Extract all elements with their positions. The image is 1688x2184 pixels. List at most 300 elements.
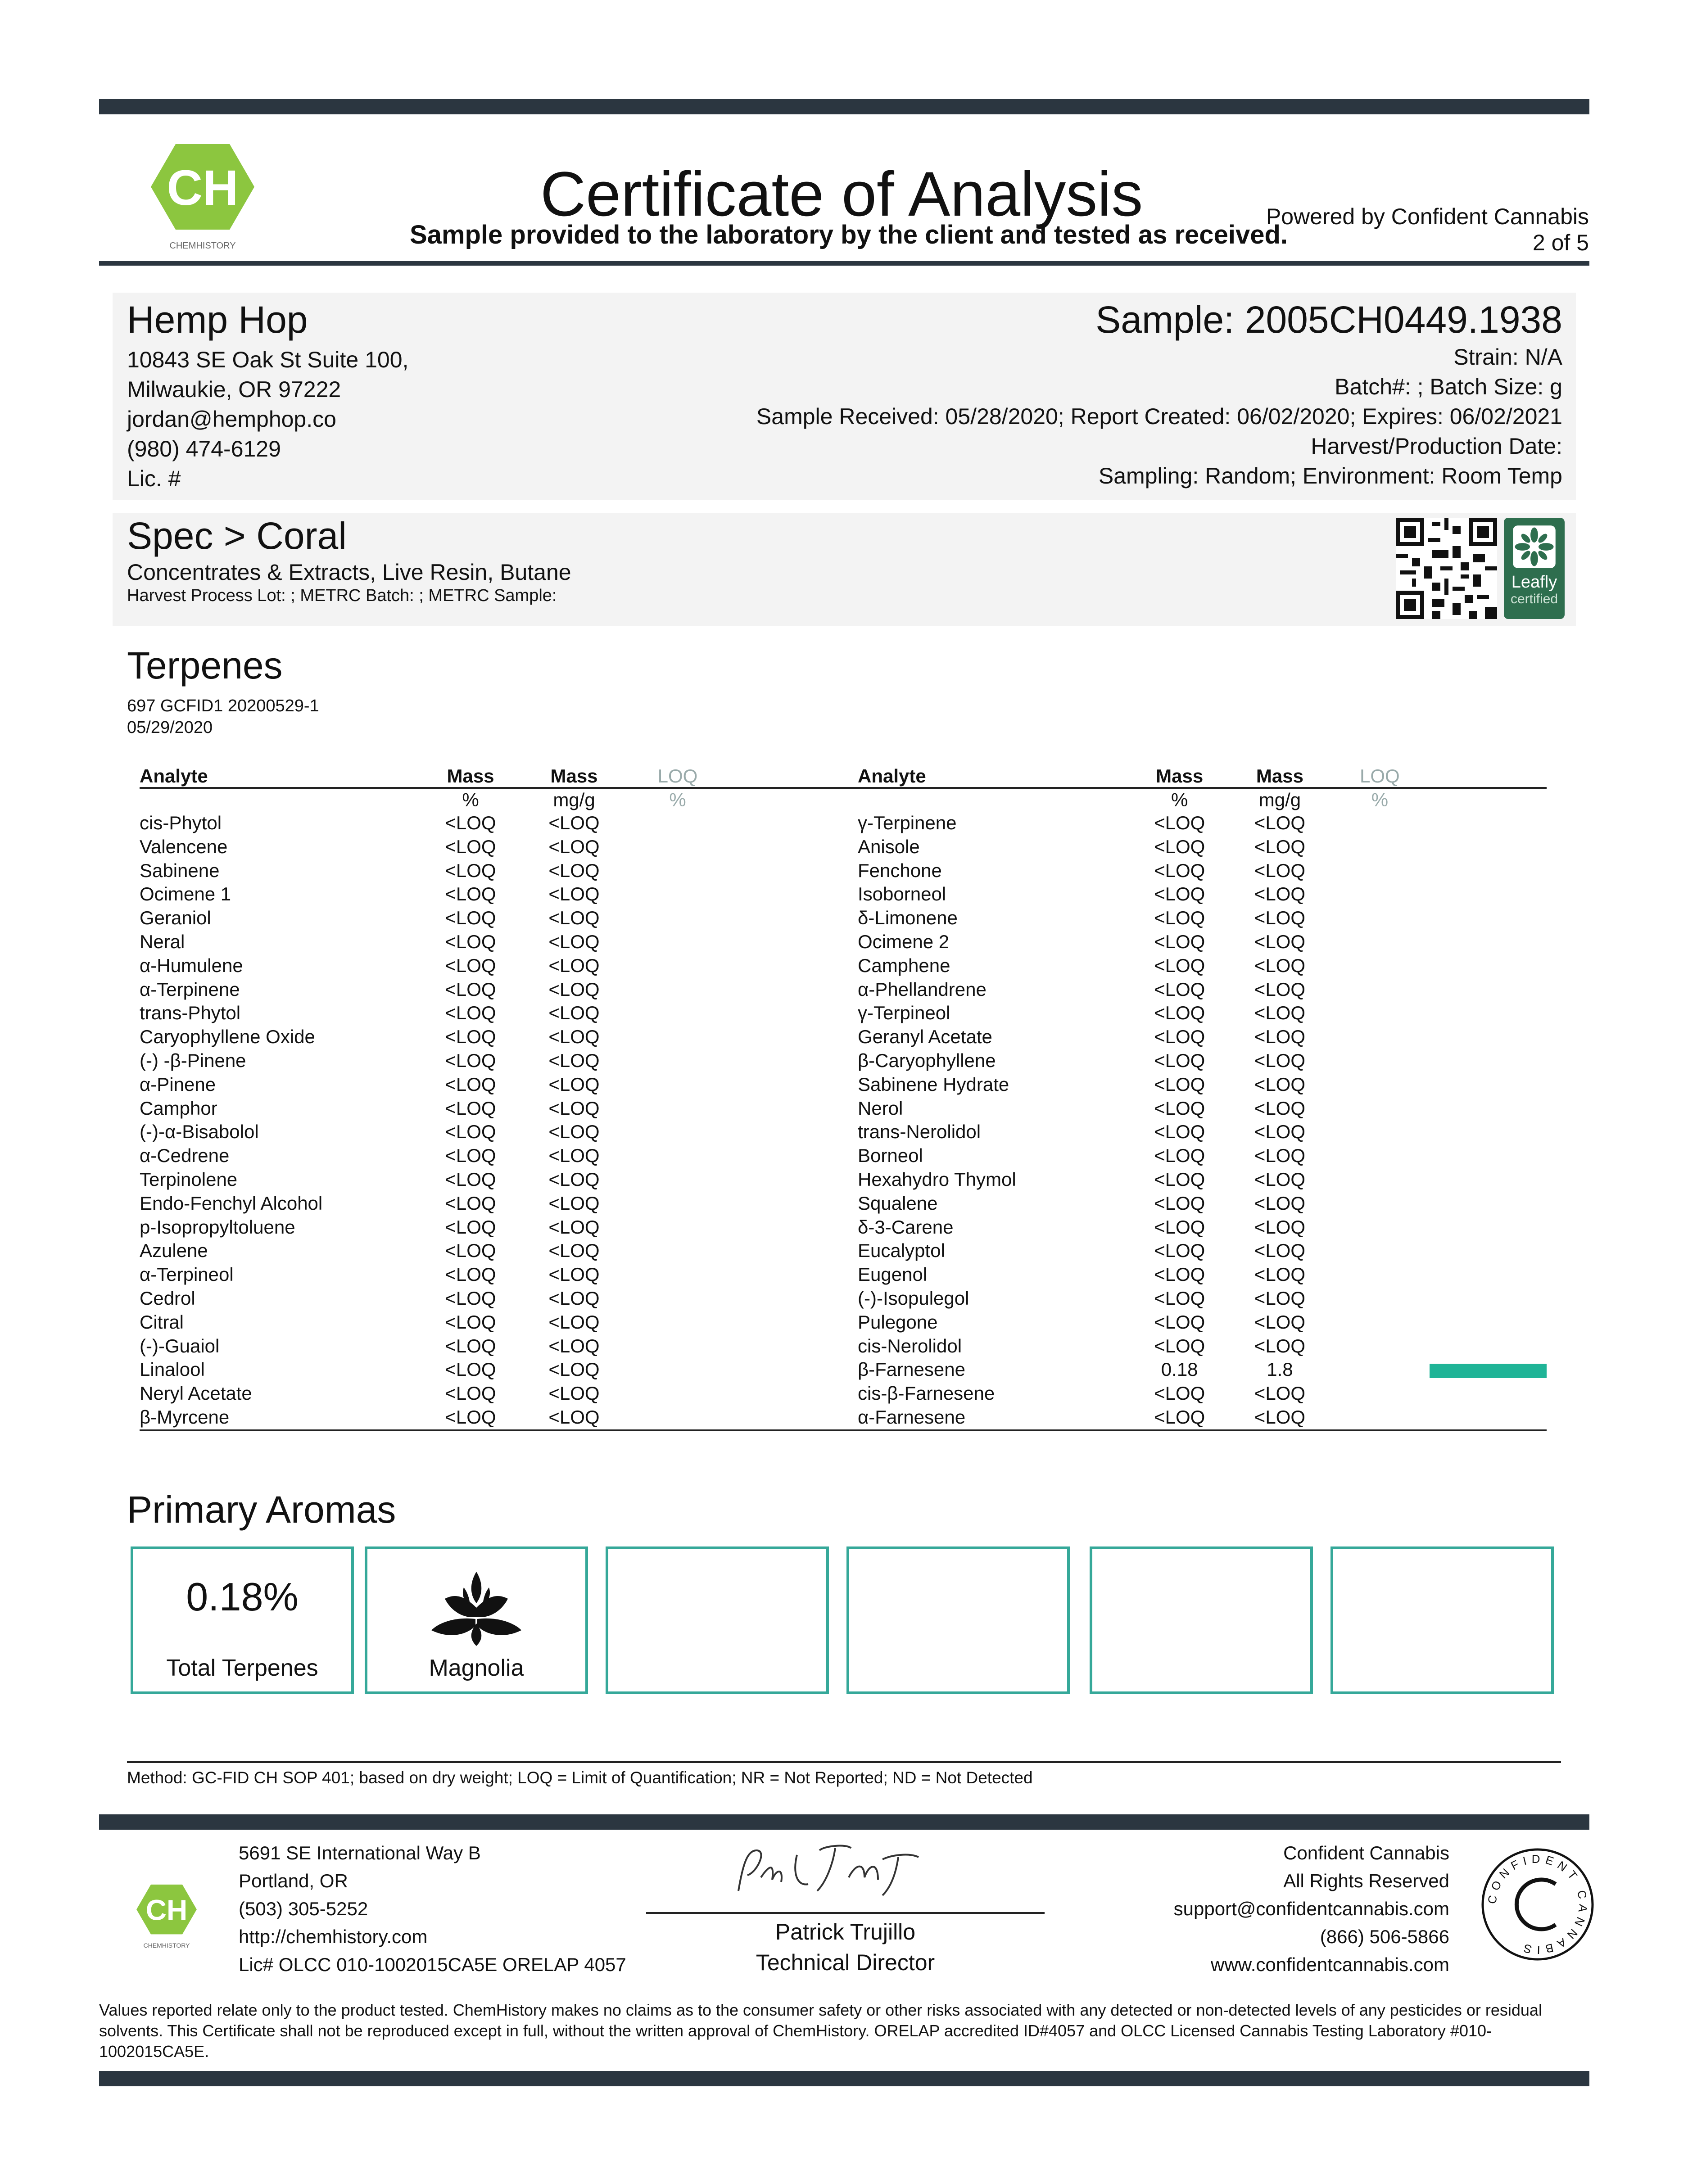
mass-pct-cell: <LOQ bbox=[1154, 1121, 1205, 1143]
table-row bbox=[140, 1049, 864, 1073]
mass-mgg-cell: <LOQ bbox=[548, 1335, 600, 1357]
mass-mgg-cell: <LOQ bbox=[1254, 1192, 1306, 1214]
result-bar-cell bbox=[1430, 1025, 1547, 1049]
col-mass-mgg: Mass bbox=[522, 765, 626, 788]
result-bar-cell bbox=[729, 1216, 864, 1239]
table-row bbox=[140, 859, 864, 883]
mass-pct-cell: <LOQ bbox=[1154, 1145, 1205, 1167]
client-address-1: 10843 SE Oak St Suite 100, bbox=[127, 347, 409, 372]
unit-mgg: mg/g bbox=[1258, 789, 1301, 810]
table-row bbox=[140, 1263, 864, 1287]
analyte-cell: Neral bbox=[140, 931, 185, 952]
result-bar-cell bbox=[1430, 1406, 1547, 1430]
table-row bbox=[858, 835, 1547, 859]
loq-cell bbox=[626, 1168, 729, 1192]
loq-cell bbox=[1330, 1168, 1430, 1192]
loq-cell bbox=[626, 1120, 729, 1144]
table-row bbox=[140, 1406, 864, 1430]
mass-mgg-cell: <LOQ bbox=[1254, 812, 1306, 833]
table-row bbox=[858, 1120, 1547, 1144]
result-bar-cell bbox=[1430, 1001, 1547, 1025]
confident-cannabis-seal bbox=[1479, 1846, 1596, 1963]
result-bar-cell bbox=[1430, 835, 1547, 859]
loq-cell bbox=[1330, 1025, 1430, 1049]
analyte-cell: cis-Phytol bbox=[140, 812, 222, 833]
client-email[interactable]: jordan@hemphop.co bbox=[127, 407, 336, 432]
mass-pct-cell: <LOQ bbox=[1154, 1383, 1205, 1404]
total-terpenes-label: Total Terpenes bbox=[166, 1655, 318, 1681]
bottom-bar bbox=[99, 2071, 1589, 2086]
signer-name: Patrick Trujillo bbox=[775, 1919, 916, 1944]
terpenes-title: Terpenes bbox=[127, 644, 283, 687]
mass-pct-cell: <LOQ bbox=[1154, 883, 1205, 905]
loq-cell bbox=[626, 1192, 729, 1216]
result-bar-cell bbox=[1430, 1263, 1547, 1287]
mass-mgg-cell: <LOQ bbox=[1254, 1335, 1306, 1357]
sample-strain: Strain: N/A bbox=[1453, 344, 1562, 370]
unit-loq: % bbox=[669, 789, 686, 810]
mass-pct-cell: <LOQ bbox=[1154, 859, 1205, 881]
mass-pct-cell: <LOQ bbox=[1154, 907, 1205, 929]
analyte-cell: Camphor bbox=[140, 1097, 217, 1119]
mass-mgg-cell: <LOQ bbox=[548, 931, 600, 952]
mass-pct-cell: <LOQ bbox=[445, 1264, 496, 1285]
analyte-cell: (-) -β-Pinene bbox=[140, 1049, 246, 1071]
loq-cell bbox=[1330, 882, 1430, 906]
result-bar-cell bbox=[729, 978, 864, 1002]
result-bar-cell bbox=[729, 906, 864, 930]
loq-cell bbox=[1330, 1073, 1430, 1097]
table-row bbox=[858, 1263, 1547, 1287]
result-bar-cell bbox=[729, 1144, 864, 1168]
analyte-cell: Sabinene Hydrate bbox=[858, 1073, 1009, 1095]
table-row bbox=[858, 1239, 1547, 1263]
seal-text: CONFIDENT CANNABIS bbox=[1485, 1852, 1590, 1957]
mass-pct-cell: <LOQ bbox=[445, 1002, 496, 1024]
cc-website[interactable]: www.confidentcannabis.com bbox=[1211, 1954, 1449, 1975]
analyte-cell: cis-β-Farnesene bbox=[858, 1383, 995, 1404]
qr-code[interactable] bbox=[1396, 518, 1497, 619]
mass-pct-cell: <LOQ bbox=[445, 1287, 496, 1309]
loq-cell bbox=[626, 930, 729, 954]
result-bar-cell bbox=[1430, 906, 1547, 930]
loq-cell bbox=[1330, 1311, 1430, 1334]
result-bar-cell bbox=[729, 930, 864, 954]
analyte-cell: Hexahydro Thymol bbox=[858, 1168, 1016, 1190]
mass-mgg-cell: <LOQ bbox=[548, 812, 600, 833]
result-bar-cell bbox=[729, 1358, 864, 1382]
table-row bbox=[140, 1287, 864, 1311]
analyte-cell: Valencene bbox=[140, 836, 228, 857]
table-row bbox=[858, 1287, 1547, 1311]
result-bar-cell bbox=[1430, 1311, 1547, 1334]
mass-pct-cell: <LOQ bbox=[445, 1335, 496, 1357]
sample-harvest: Harvest/Production Date: bbox=[1311, 434, 1562, 459]
analyte-cell: β-Myrcene bbox=[140, 1406, 230, 1428]
mass-pct-cell: 0.18 bbox=[1161, 1359, 1198, 1380]
result-bar-cell bbox=[729, 835, 864, 859]
mass-mgg-cell: <LOQ bbox=[1254, 1049, 1306, 1071]
mass-pct-cell: <LOQ bbox=[1154, 1073, 1205, 1095]
col-mass-mgg: Mass bbox=[1230, 765, 1330, 788]
lab-address-2: Portland, OR bbox=[239, 1870, 348, 1891]
table-row bbox=[858, 978, 1547, 1002]
result-bar-cell bbox=[1430, 1382, 1547, 1406]
leafly-certified-badge bbox=[1504, 518, 1565, 619]
mass-mgg-cell: <LOQ bbox=[1254, 859, 1306, 881]
product-panel bbox=[113, 513, 1576, 626]
mass-mgg-cell: <LOQ bbox=[1254, 1073, 1306, 1095]
analyte-cell: Borneol bbox=[858, 1145, 923, 1167]
analyte-cell: α-Terpineol bbox=[140, 1264, 234, 1285]
client-sample-panel bbox=[113, 293, 1576, 500]
loq-cell bbox=[1330, 906, 1430, 930]
unit-pct: % bbox=[462, 789, 479, 810]
analyte-cell: β-Caryophyllene bbox=[858, 1049, 996, 1071]
aroma-magnolia-box bbox=[365, 1546, 588, 1694]
mass-mgg-cell: <LOQ bbox=[548, 1026, 600, 1048]
sample-details bbox=[756, 342, 1562, 491]
mass-pct-cell: <LOQ bbox=[445, 1192, 496, 1214]
analyte-cell: γ-Terpinene bbox=[858, 812, 957, 833]
sample-dates: Sample Received: 05/28/2020; Report Created: 06/02/2020; Expires: 06/02/2021 bbox=[756, 404, 1562, 429]
table-row bbox=[858, 1144, 1547, 1168]
mass-mgg-cell: <LOQ bbox=[548, 1145, 600, 1167]
page-subtitle: Sample provided to the laboratory by the client and tested as received. bbox=[410, 220, 1288, 249]
table-row bbox=[858, 1358, 1547, 1382]
table-row bbox=[858, 1382, 1547, 1406]
mass-mgg-cell: <LOQ bbox=[548, 1359, 600, 1380]
product-lots: Harvest Process Lot: ; METRC Batch: ; METRC Sample: bbox=[127, 586, 557, 605]
loq-cell bbox=[626, 1049, 729, 1073]
result-bar-cell bbox=[729, 1239, 864, 1263]
lab-website[interactable]: http://chemhistory.com bbox=[239, 1926, 428, 1947]
analyte-cell: Eucalyptol bbox=[858, 1240, 945, 1262]
loq-cell bbox=[1330, 1263, 1430, 1287]
mass-pct-cell: <LOQ bbox=[1154, 836, 1205, 857]
result-bar-cell bbox=[729, 1406, 864, 1430]
result-bar-cell bbox=[729, 954, 864, 978]
loq-cell bbox=[626, 906, 729, 930]
client-license: Lic. # bbox=[127, 466, 181, 491]
analyte-cell: δ-3-Carene bbox=[858, 1216, 954, 1238]
loq-cell bbox=[626, 1025, 729, 1049]
analyte-cell: Linalool bbox=[140, 1359, 205, 1380]
unit-loq: % bbox=[1371, 789, 1389, 810]
result-bar-cell bbox=[729, 811, 864, 835]
logo-sub-text: CHEMHISTORY bbox=[169, 241, 236, 251]
result-bar-cell bbox=[729, 1334, 864, 1358]
mass-mgg-cell: <LOQ bbox=[1254, 1240, 1306, 1262]
result-bar-cell bbox=[1430, 1192, 1547, 1216]
terpenes-date: 05/29/2020 bbox=[127, 718, 213, 737]
loq-cell bbox=[1330, 1144, 1430, 1168]
table-row bbox=[858, 1097, 1547, 1121]
mass-mgg-cell: <LOQ bbox=[1254, 907, 1306, 929]
analyte-cell: Sabinene bbox=[140, 859, 220, 881]
table-row bbox=[858, 906, 1547, 930]
chemhistory-logo bbox=[149, 140, 257, 251]
table-row bbox=[858, 1406, 1547, 1430]
loq-cell bbox=[626, 954, 729, 978]
mass-pct-cell: <LOQ bbox=[1154, 1097, 1205, 1119]
loq-cell bbox=[1330, 930, 1430, 954]
loq-cell bbox=[626, 1358, 729, 1382]
result-bar bbox=[1430, 1364, 1547, 1378]
analyte-cell: p-Isopropyltoluene bbox=[140, 1216, 295, 1238]
result-bar-cell bbox=[1430, 1120, 1547, 1144]
loq-cell bbox=[1330, 1358, 1430, 1382]
result-bar-cell bbox=[729, 1287, 864, 1311]
analyte-cell: α-Terpinene bbox=[140, 978, 240, 1000]
terpenes-table-left bbox=[140, 765, 864, 1440]
table-row bbox=[858, 859, 1547, 883]
analyte-cell: trans-Phytol bbox=[140, 1002, 241, 1024]
loq-cell bbox=[1330, 1097, 1430, 1121]
result-bar-cell bbox=[729, 1073, 864, 1097]
result-bar-cell bbox=[729, 1263, 864, 1287]
analyte-cell: α-Farnesene bbox=[858, 1406, 966, 1428]
table-row bbox=[140, 1001, 864, 1025]
table-row bbox=[140, 1239, 864, 1263]
col-mass-pct: Mass bbox=[419, 765, 522, 788]
cc-rights: All Rights Reserved bbox=[1283, 1870, 1449, 1891]
analyte-cell: (-)-Isopulegol bbox=[858, 1287, 969, 1309]
mass-pct-cell: <LOQ bbox=[445, 1073, 496, 1095]
mass-mgg-cell: <LOQ bbox=[1254, 1406, 1306, 1428]
mass-pct-cell: <LOQ bbox=[1154, 978, 1205, 1000]
terpenes-instrument: 697 GCFID1 20200529-1 bbox=[127, 696, 319, 715]
analyte-cell: α-Cedrene bbox=[140, 1145, 230, 1167]
table-row bbox=[140, 1097, 864, 1121]
mass-mgg-cell: <LOQ bbox=[1254, 1264, 1306, 1285]
mass-mgg-cell: <LOQ bbox=[1254, 1168, 1306, 1190]
mass-pct-cell: <LOQ bbox=[1154, 812, 1205, 833]
mass-pct-cell: <LOQ bbox=[445, 1240, 496, 1262]
result-bar-cell bbox=[1430, 1216, 1547, 1239]
analyte-cell: Geranyl Acetate bbox=[858, 1026, 992, 1048]
logo-ch-text: CH bbox=[145, 1894, 188, 1926]
mass-pct-cell: <LOQ bbox=[445, 1097, 496, 1119]
mass-mgg-cell: <LOQ bbox=[1254, 1311, 1306, 1333]
loq-cell bbox=[1330, 978, 1430, 1002]
header-divider bbox=[99, 261, 1589, 266]
leafly-certified-text: certified bbox=[1510, 592, 1558, 606]
result-bar-cell bbox=[729, 882, 864, 906]
loq-cell bbox=[1330, 1216, 1430, 1239]
page-title: Certificate of Analysis bbox=[540, 158, 1143, 229]
method-divider bbox=[127, 1761, 1561, 1763]
loq-cell bbox=[1330, 1287, 1430, 1311]
analyte-cell: Endo-Fenchyl Alcohol bbox=[140, 1192, 323, 1214]
total-terpenes-box bbox=[131, 1546, 354, 1694]
sample-id: Sample: 2005CH0449.1938 bbox=[1095, 298, 1562, 341]
result-bar-cell bbox=[1430, 1049, 1547, 1073]
analyte-cell: δ-Limonene bbox=[858, 907, 958, 929]
powered-by: Powered by Confident Cannabis bbox=[1266, 204, 1589, 229]
mass-pct-cell: <LOQ bbox=[445, 1359, 496, 1380]
client-address-2: Milwaukie, OR 97222 bbox=[127, 377, 341, 402]
table-row bbox=[858, 1192, 1547, 1216]
mass-pct-cell: <LOQ bbox=[445, 1145, 496, 1167]
analyte-cell: α-Humulene bbox=[140, 954, 243, 976]
table-row bbox=[140, 954, 864, 978]
mass-mgg-cell: <LOQ bbox=[1254, 1097, 1306, 1119]
aroma-empty-box bbox=[1090, 1546, 1313, 1694]
loq-cell bbox=[626, 1239, 729, 1263]
product-category: Concentrates & Extracts, Live Resin, Butane bbox=[127, 560, 571, 585]
mass-mgg-cell: <LOQ bbox=[1254, 883, 1306, 905]
page-number: 2 of 5 bbox=[1532, 230, 1589, 255]
aroma-empty-box bbox=[1330, 1546, 1554, 1694]
mass-pct-cell: <LOQ bbox=[1154, 931, 1205, 952]
cc-phone: (866) 506-5866 bbox=[1320, 1926, 1449, 1947]
table-row bbox=[858, 1049, 1547, 1073]
loq-cell bbox=[1330, 1049, 1430, 1073]
mass-mgg-cell: <LOQ bbox=[1254, 978, 1306, 1000]
lab-address-1: 5691 SE International Way B bbox=[239, 1842, 481, 1863]
cc-email[interactable]: support@confidentcannabis.com bbox=[1173, 1898, 1449, 1919]
mass-pct-cell: <LOQ bbox=[445, 836, 496, 857]
result-bar-cell bbox=[729, 1097, 864, 1121]
table-row bbox=[858, 1334, 1547, 1358]
mass-mgg-cell: <LOQ bbox=[1254, 1287, 1306, 1309]
lab-contact bbox=[239, 1839, 626, 1979]
loq-cell bbox=[1330, 1001, 1430, 1025]
mass-pct-cell: <LOQ bbox=[1154, 1406, 1205, 1428]
unit-mgg: mg/g bbox=[553, 789, 595, 810]
table-row bbox=[140, 1334, 864, 1358]
mass-mgg-cell: <LOQ bbox=[548, 1287, 600, 1309]
mass-pct-cell: <LOQ bbox=[1154, 1311, 1205, 1333]
table-row bbox=[140, 1358, 864, 1382]
unit-pct: % bbox=[1171, 789, 1188, 810]
client-phone: (980) 474-6129 bbox=[127, 436, 281, 461]
mass-pct-cell: <LOQ bbox=[445, 1311, 496, 1333]
result-bar-cell bbox=[1430, 1287, 1547, 1311]
analyte-cell: trans-Nerolidol bbox=[858, 1121, 981, 1143]
analyte-cell: Nerol bbox=[858, 1097, 903, 1119]
table-row bbox=[140, 1120, 864, 1144]
mass-mgg-cell: <LOQ bbox=[1254, 1002, 1306, 1024]
loq-cell bbox=[626, 1287, 729, 1311]
cc-name: Confident Cannabis bbox=[1283, 1842, 1449, 1863]
table-row bbox=[140, 1073, 864, 1097]
mass-mgg-cell: <LOQ bbox=[548, 836, 600, 857]
table-row bbox=[858, 1216, 1547, 1239]
mass-mgg-cell: <LOQ bbox=[548, 1406, 600, 1428]
mass-mgg-cell: <LOQ bbox=[1254, 954, 1306, 976]
table-row bbox=[858, 930, 1547, 954]
loq-cell bbox=[626, 1382, 729, 1406]
mass-pct-cell: <LOQ bbox=[445, 931, 496, 952]
leafly-leaf-icon bbox=[1511, 523, 1558, 570]
analyte-cell: α-Phellandrene bbox=[858, 978, 987, 1000]
analyte-cell: β-Farnesene bbox=[858, 1359, 965, 1380]
leafly-text: Leafly bbox=[1511, 573, 1557, 592]
analyte-cell: Caryophyllene Oxide bbox=[140, 1026, 315, 1048]
footer-bar bbox=[99, 1814, 1589, 1830]
table-row bbox=[140, 882, 864, 906]
table-row bbox=[858, 1025, 1547, 1049]
table-row bbox=[858, 1311, 1547, 1334]
mass-pct-cell: <LOQ bbox=[445, 1216, 496, 1238]
result-bar-cell bbox=[1430, 811, 1547, 835]
table-row bbox=[858, 954, 1547, 978]
mass-mgg-cell: <LOQ bbox=[1254, 1216, 1306, 1238]
analyte-cell: Ocimene 2 bbox=[858, 931, 950, 952]
mass-pct-cell: <LOQ bbox=[445, 907, 496, 929]
mass-mgg-cell: <LOQ bbox=[548, 954, 600, 976]
magnolia-icon bbox=[427, 1567, 526, 1648]
lab-license: Lic# OLCC 010-1002015CA5E ORELAP 4057 bbox=[239, 1954, 626, 1975]
mass-mgg-cell: <LOQ bbox=[548, 1264, 600, 1285]
mass-mgg-cell: <LOQ bbox=[548, 978, 600, 1000]
result-bar-cell bbox=[1430, 1097, 1547, 1121]
mass-pct-cell: <LOQ bbox=[1154, 1026, 1205, 1048]
mass-mgg-cell: <LOQ bbox=[548, 1097, 600, 1119]
result-bar-cell bbox=[1430, 930, 1547, 954]
result-bar-cell bbox=[1430, 1358, 1547, 1382]
analyte-cell: γ-Terpineol bbox=[858, 1002, 950, 1024]
analyte-cell: Azulene bbox=[140, 1240, 208, 1262]
aroma-empty-box bbox=[606, 1546, 829, 1694]
result-bar-cell bbox=[729, 1311, 864, 1334]
table-row bbox=[140, 978, 864, 1002]
table-row bbox=[140, 1144, 864, 1168]
table-row bbox=[140, 1382, 864, 1406]
aromas-title: Primary Aromas bbox=[127, 1488, 396, 1531]
table-row bbox=[858, 811, 1547, 835]
col-loq: LOQ bbox=[1330, 765, 1430, 788]
analyte-cell: Citral bbox=[140, 1311, 184, 1333]
mass-pct-cell: <LOQ bbox=[445, 1026, 496, 1048]
mass-mgg-cell: <LOQ bbox=[548, 1121, 600, 1143]
result-bar-cell bbox=[1430, 1239, 1547, 1263]
analyte-cell: Geraniol bbox=[140, 907, 211, 929]
mass-pct-cell: <LOQ bbox=[1154, 1335, 1205, 1357]
result-bar-cell bbox=[729, 1168, 864, 1192]
loq-cell bbox=[626, 811, 729, 835]
mass-pct-cell: <LOQ bbox=[1154, 1192, 1205, 1214]
analyte-cell: Neryl Acetate bbox=[140, 1383, 252, 1404]
total-terpenes-value: 0.18% bbox=[186, 1574, 299, 1619]
svg-text:CONFIDENT CANNABIS bbox=[1485, 1852, 1590, 1957]
method-note: Method: GC-FID CH SOP 401; based on dry weight; LOQ = Limit of Quantification; NR = Not Reported; ND = Not Detected bbox=[127, 1768, 1033, 1787]
mass-pct-cell: <LOQ bbox=[445, 954, 496, 976]
col-mass-pct: Mass bbox=[1129, 765, 1230, 788]
signature-line bbox=[646, 1912, 1045, 1914]
mass-pct-cell: <LOQ bbox=[1154, 1240, 1205, 1262]
analyte-cell: Terpinolene bbox=[140, 1168, 238, 1190]
loq-cell bbox=[626, 1334, 729, 1358]
result-bar-cell bbox=[729, 1120, 864, 1144]
disclaimer: Values reported relate only to the product tested. ChemHistory makes no claims as to the consumer safety or other risks associated with any detected or non-detected levels of any pesticides or residual solvents. This Certificate shall not be reproduced except in full, without the written approval of ChemHistory. ORELAP accredited ID#4057 and OLCC Licensed Cannabis Testing Laboratory #010-1002015CA5E. bbox=[99, 2001, 1542, 2061]
mass-mgg-cell: <LOQ bbox=[548, 1073, 600, 1095]
loq-cell bbox=[1330, 1192, 1430, 1216]
mass-pct-cell: <LOQ bbox=[445, 1383, 496, 1404]
mass-mgg-cell: <LOQ bbox=[548, 1049, 600, 1071]
mass-mgg-cell: <LOQ bbox=[1254, 1383, 1306, 1404]
mass-pct-cell: <LOQ bbox=[445, 883, 496, 905]
loq-cell bbox=[626, 1216, 729, 1239]
loq-cell bbox=[1330, 954, 1430, 978]
analyte-cell: Pulegone bbox=[858, 1311, 938, 1333]
mass-pct-cell: <LOQ bbox=[1154, 1216, 1205, 1238]
mass-pct-cell: <LOQ bbox=[1154, 1049, 1205, 1071]
mass-pct-cell: <LOQ bbox=[1154, 1168, 1205, 1190]
result-bar-cell bbox=[1430, 859, 1547, 883]
